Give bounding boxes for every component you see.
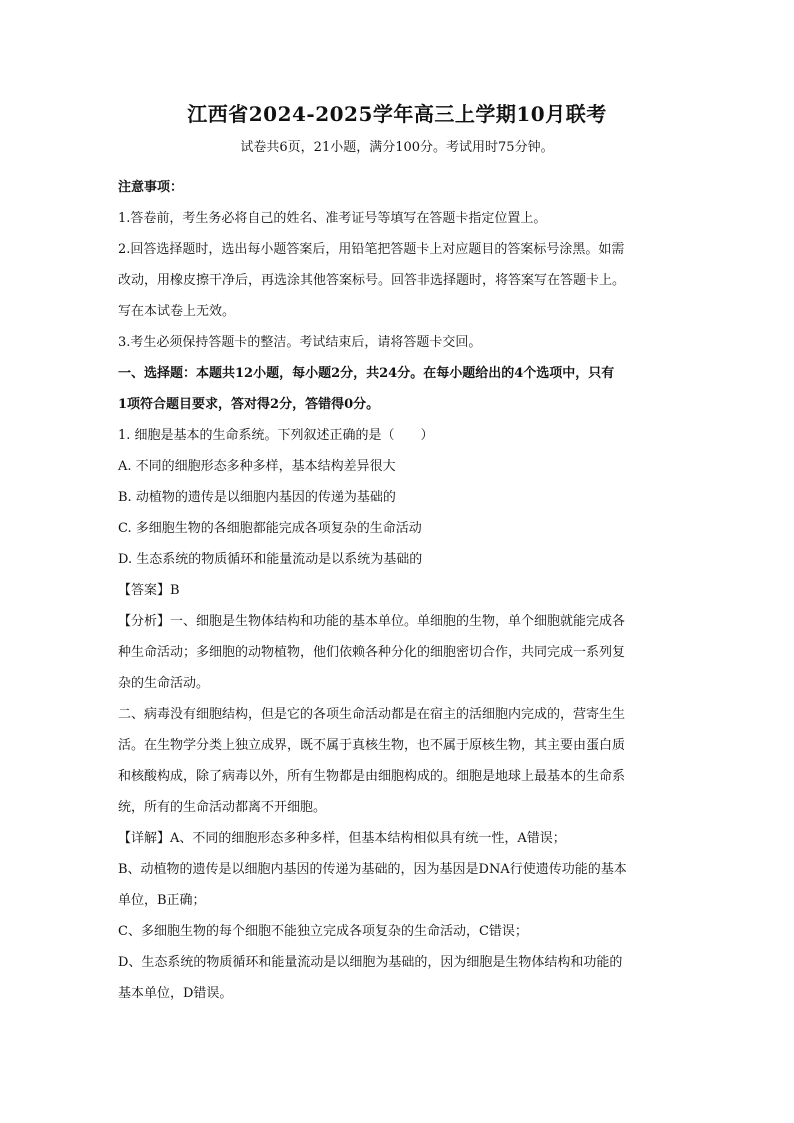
exam-title: 江西省2024-2025学年高三上学期10月联考 [187,102,607,126]
detail-line: B、动植物的遗传是以细胞内基因的传递为基础的，因为基因是DNA行使遗传功能的基本 [118,862,627,877]
answer-line: 【答案】B [118,583,180,598]
notice-item-2-line-1: 2.回答选择题时，选出每小题答案后，用铅笔把答题卡上对应题目的答案标号涂黑。如需 [118,242,625,257]
notice-item-1: 1.答卷前，考生务必将自己的姓名、准考证号等填写在答题卡指定位置上。 [118,211,547,226]
option-b: B. 动植物的遗传是以细胞内基因的传递为基础的 [118,490,396,505]
detail-line: 【详解】A、不同的细胞形态多种多样，但基本结构相似具有统一性，A错误； [118,831,566,846]
option-a: A. 不同的细胞形态多种多样，基本结构差异很大 [118,459,396,474]
option-d: D. 生态系统的物质循环和能量流动是以系统为基础的 [118,552,423,567]
analysis-line: 和核酸构成，除了病毒以外，所有生物都是由细胞构成的。细胞是地球上最基本的生命系 [118,769,626,784]
analysis-line: 【分析】一、细胞是生物体结构和功能的基本单位。单细胞的生物，单个细胞就能完成各 [118,614,626,629]
notice-item-2-line-2: 改动，用橡皮擦干净后，再选涂其他答案标号。回答非选择题时，将答案写在答题卡上。 [118,273,626,288]
analysis-line: 统，所有的生命活动都离不开细胞。 [118,800,327,815]
analysis-line: 种生命活动；多细胞的动物植物，他们依赖各种分化的细胞密切合作，共同完成一系列复 [118,645,626,660]
analysis-line: 杂的生命活动。 [118,676,210,691]
notice-heading: 注意事项： [118,180,184,195]
notice-item-3: 3.考生必须保持答题卡的整洁。考试结束后，请将答题卡交回。 [118,335,482,350]
detail-line: C、多细胞生物的每个细胞不能独立完成各项复杂的生命活动，C错误； [118,924,528,939]
exam-subtitle: 试卷共6页，21小题，满分100分。考试用时75分钟。 [240,140,554,155]
detail-line: D、生态系统的物质循环和能量流动是以细胞为基础的，因为细胞是生物体结构和功能的 [118,955,623,970]
option-c: C. 多细胞生物的各细胞都能完成各项复杂的生命活动 [118,521,422,536]
document-page [118,100,676,1009]
analysis-line: 活。在生物学分类上独立成界，既不属于真核生物，也不属于原核生物，其主要由蛋白质 [118,738,626,753]
section-heading-line-2: 1项符合题目要求，答对得2分，答错得0分。 [118,397,380,412]
question-stem: 1. 细胞是基本的生命系统。下列叙述正确的是（ ） [118,428,434,443]
analysis-line: 二、病毒没有细胞结构，但是它的各项生命活动都是在宿主的活细胞内完成的，营寄生生 [118,707,626,722]
notice-item-2-line-3: 写在本试卷上无效。 [118,304,236,319]
section-heading-line-1: 一、选择题：本题共12小题，每小题2分，共24分。在每小题给出的4个选项中，只有 [118,366,615,381]
detail-line: 基本单位，D错误。 [118,986,233,1001]
detail-line: 单位，B正确； [118,893,206,908]
